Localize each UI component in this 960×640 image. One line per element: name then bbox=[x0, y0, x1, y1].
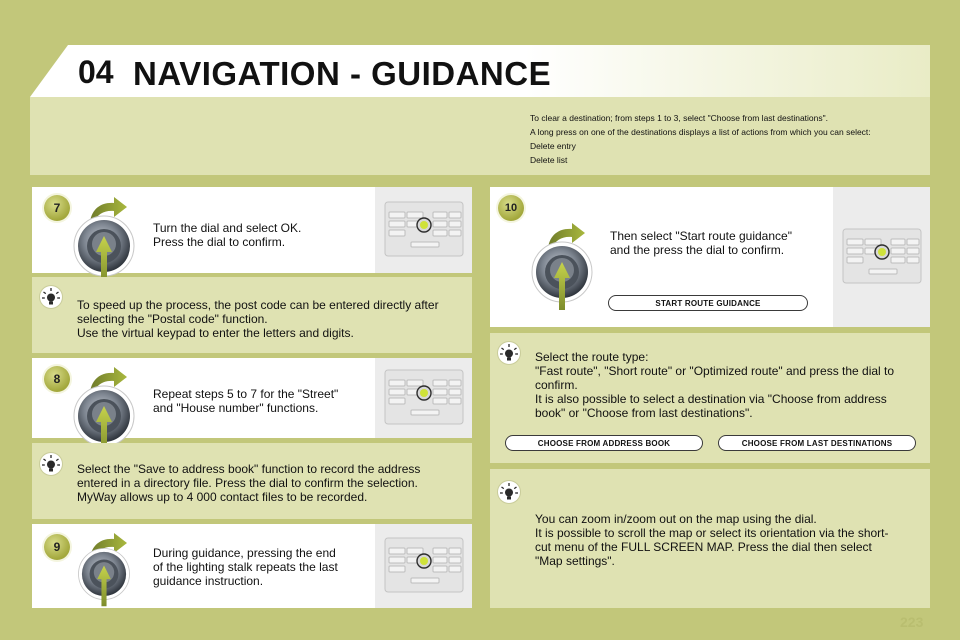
text-line: Turn the dial and select OK. bbox=[153, 221, 302, 235]
rotary-dial-icon bbox=[530, 232, 594, 312]
lightbulb-icon bbox=[40, 286, 62, 308]
text-line: Press the dial to confirm. bbox=[153, 235, 286, 249]
intro-text bbox=[530, 111, 871, 167]
tip-2-text bbox=[77, 462, 420, 504]
tip-3-text bbox=[535, 350, 894, 420]
lightbulb-icon bbox=[498, 342, 520, 364]
radio-panel bbox=[833, 187, 930, 327]
rotary-dial-icon bbox=[72, 206, 136, 286]
intro-line: A long press on one of the destinations displays a list of actions from which you can select: bbox=[530, 127, 871, 137]
text-line: and the press the dial to confirm. bbox=[610, 243, 785, 257]
start-route-guidance-button[interactable]: START ROUTE GUIDANCE bbox=[608, 295, 808, 311]
text-line: of the lighting stalk repeats the last bbox=[153, 560, 338, 574]
lightbulb-icon bbox=[40, 453, 62, 475]
step-badge: 10 bbox=[498, 195, 524, 221]
text-line: MyWay allows up to 4 000 contact files to be recorded. bbox=[77, 490, 368, 504]
text-line: "Map settings". bbox=[535, 554, 615, 568]
text-line: selecting the "Postal code" function. bbox=[77, 312, 268, 326]
step-8-text bbox=[153, 387, 338, 415]
text-line: It is also possible to select a destination via "Choose from address bbox=[535, 392, 887, 406]
text-line: and "House number" functions. bbox=[153, 401, 319, 415]
radio-panel bbox=[375, 524, 472, 608]
radio-panel bbox=[375, 358, 472, 438]
text-line: Then select "Start route guidance" bbox=[610, 229, 792, 243]
step-9-text bbox=[153, 546, 338, 588]
tip-4-text bbox=[535, 512, 889, 568]
radio-faceplate-icon bbox=[375, 358, 472, 438]
text-line: Repeat steps 5 to 7 for the "Street" bbox=[153, 387, 339, 401]
text-line: Use the virtual keypad to enter the letters and digits. bbox=[77, 326, 354, 340]
choose-from-address-book-button[interactable]: CHOOSE FROM ADDRESS BOOK bbox=[505, 435, 703, 451]
step-7-text bbox=[153, 221, 301, 249]
text-line: cut menu of the FULL SCREEN MAP. Press the dial then select bbox=[535, 540, 872, 554]
intro-line: To clear a destination; from steps 1 to 3, select "Choose from last destinations". bbox=[530, 113, 829, 123]
step-badge: 7 bbox=[44, 195, 70, 221]
rotary-dial-icon bbox=[72, 540, 136, 620]
text-line: It is possible to scroll the map or select its orientation via the short- bbox=[535, 526, 889, 540]
text-line: Select the "Save to address book" function to record the address bbox=[77, 462, 421, 476]
page-number: 223 bbox=[900, 614, 924, 630]
text-line: To speed up the process, the post code can be entered directly after bbox=[77, 298, 439, 312]
text-line: book" or "Choose from last destinations". bbox=[535, 406, 753, 420]
text-line: entered in a directory file. Press the dial to confirm the selection. bbox=[77, 476, 418, 490]
step-badge: 9 bbox=[44, 534, 70, 560]
step-badge: 8 bbox=[44, 366, 70, 392]
chapter-number: 04 bbox=[78, 54, 114, 90]
choose-from-last-destinations-button[interactable]: CHOOSE FROM LAST DESTINATIONS bbox=[718, 435, 916, 451]
text-line: "Fast route", "Short route" or "Optimized route" and press the dial to bbox=[535, 364, 895, 378]
intro-line: Delete entry bbox=[530, 141, 576, 151]
tip-1-text bbox=[77, 298, 439, 340]
text-line: guidance instruction. bbox=[153, 574, 264, 588]
text-line: confirm. bbox=[535, 378, 578, 392]
intro-panel bbox=[30, 97, 930, 175]
lightbulb-icon bbox=[498, 481, 520, 503]
step-10-text bbox=[610, 229, 792, 257]
radio-faceplate-icon bbox=[375, 524, 472, 608]
radio-panel bbox=[375, 187, 472, 273]
radio-faceplate-icon bbox=[833, 187, 930, 327]
text-line: Select the route type: bbox=[535, 350, 649, 364]
intro-line: Delete list bbox=[530, 155, 568, 165]
text-line: During guidance, pressing the end bbox=[153, 546, 336, 560]
page-title: NAVIGATION - GUIDANCE bbox=[133, 55, 552, 92]
radio-faceplate-icon bbox=[375, 187, 472, 273]
text-line: You can zoom in/zoom out on the map using the dial. bbox=[535, 512, 817, 526]
